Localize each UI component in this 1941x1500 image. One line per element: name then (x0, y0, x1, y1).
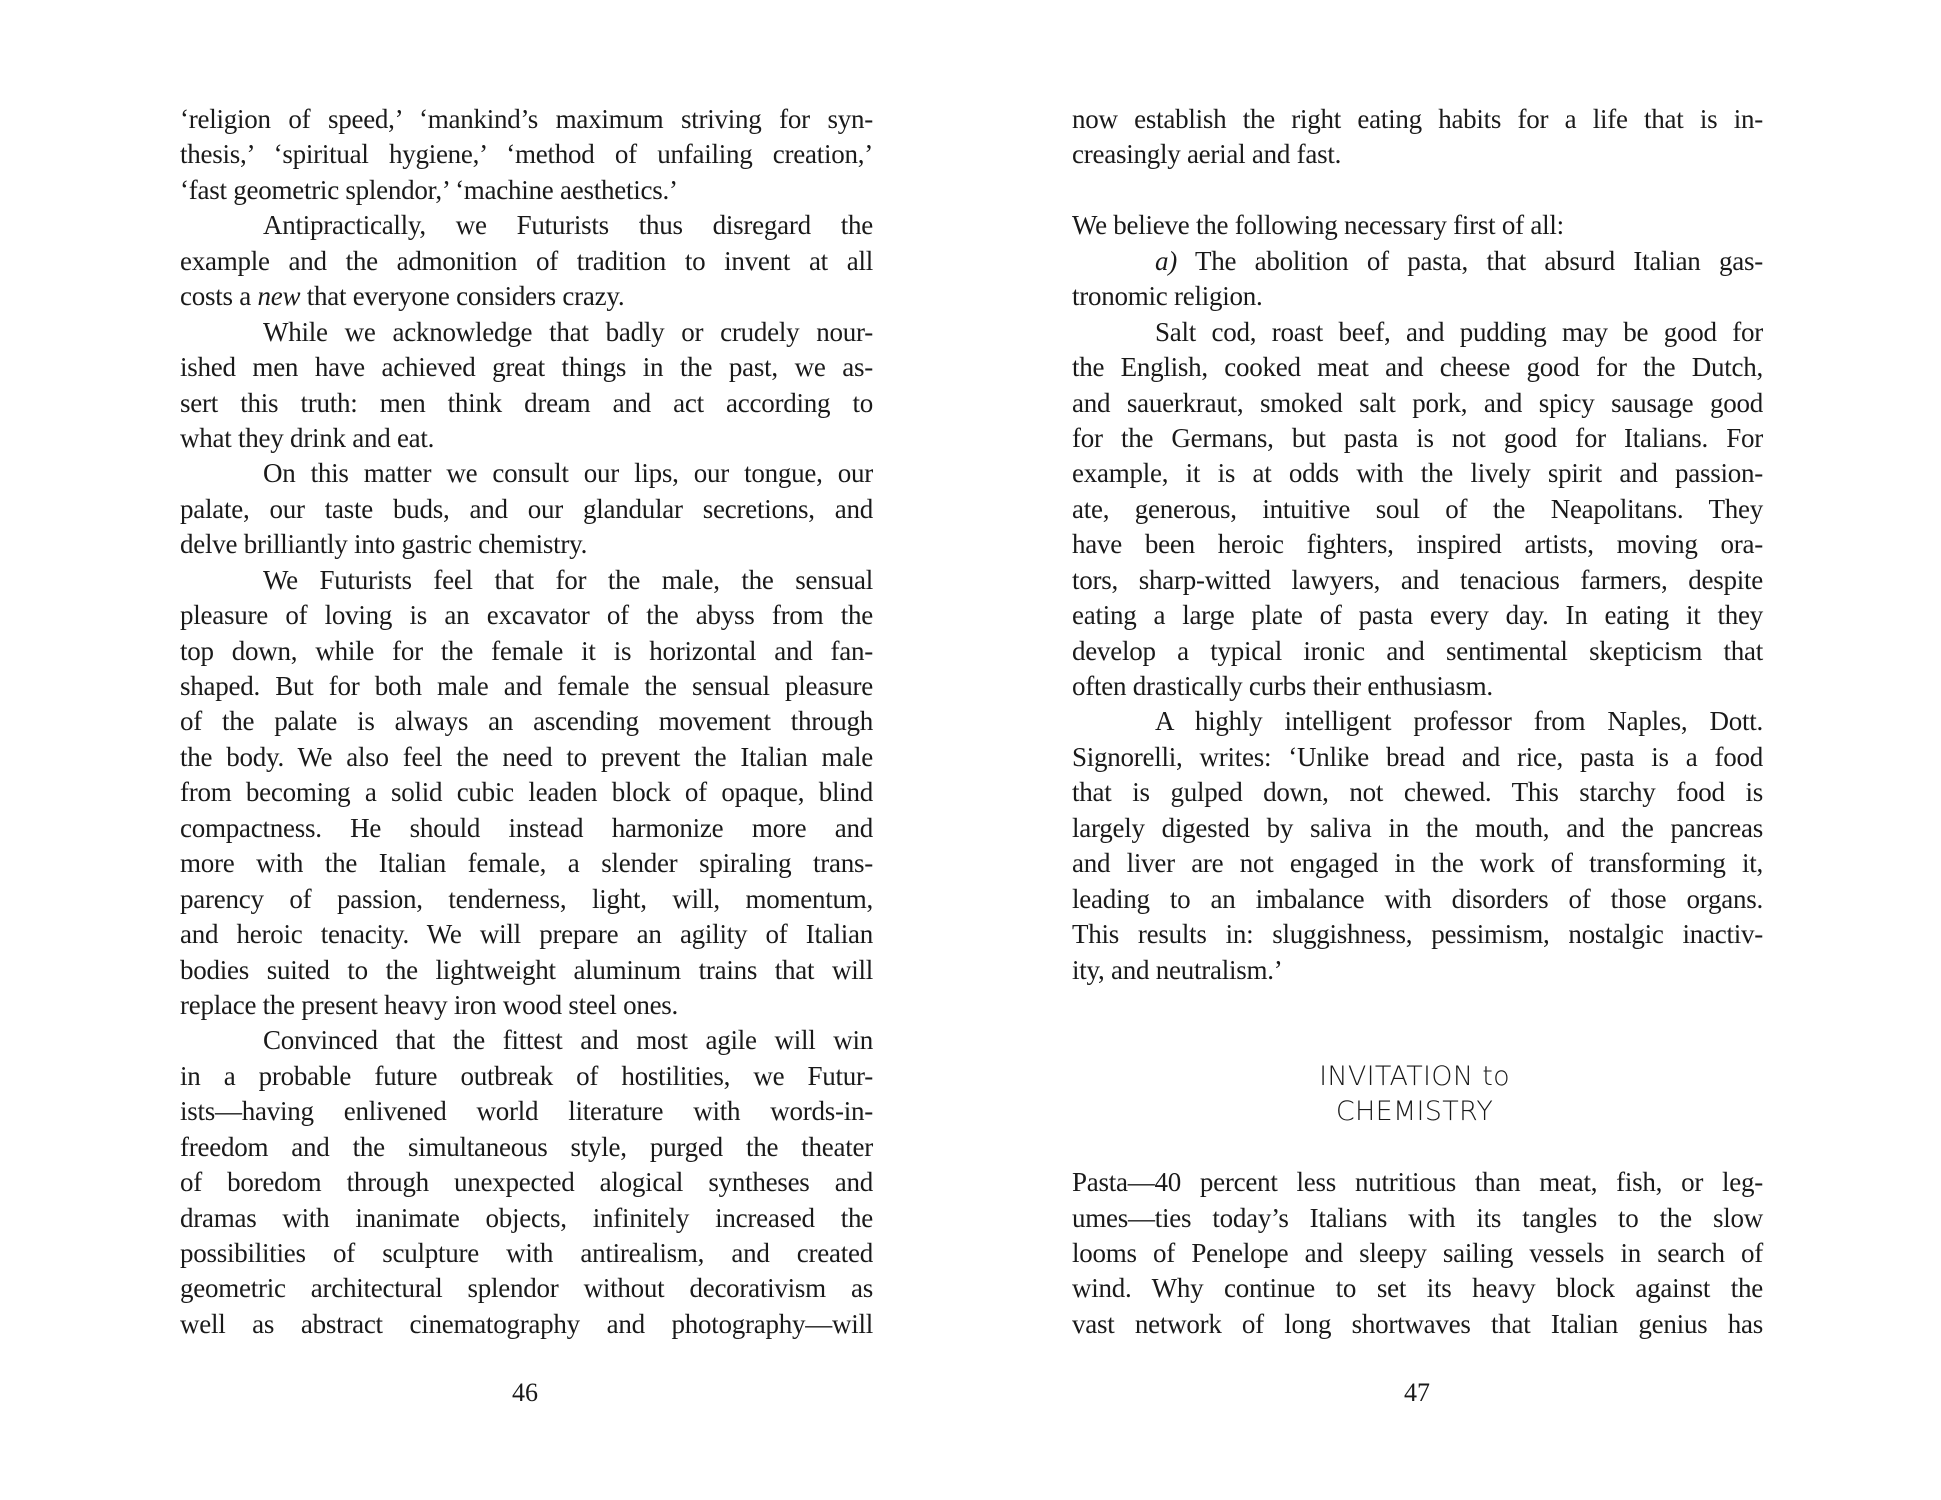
text-line: tors, sharp-witted lawyers, and tenacious farmers, despite (1072, 564, 1763, 595)
text-line: delve brilliantly into gastric chemistry. (180, 529, 588, 560)
text-line (180, 279, 873, 314)
text-line: A highly intelligent professor from Naples, Dott. (1155, 706, 1763, 737)
text-line: eating a large plate of pasta every day. In eating it they (1072, 600, 1763, 631)
blank-line (1072, 1130, 1763, 1165)
text-line: Pasta—40 percent less nutritious than meat, fish, or leg- (1072, 1167, 1763, 1198)
text-line: in a probable future outbreak of hostilities, we Futur- (180, 1060, 873, 1091)
text-line: for the Germans, but pasta is not good for Italians. For (1072, 422, 1763, 453)
text-line: wind. Why continue to set its heavy block against the (1072, 1273, 1763, 1304)
text-line: compactness. He should instead harmonize more and (180, 812, 873, 843)
page-number-right: 47 (1404, 1378, 1430, 1407)
text-line: dramas with inanimate objects, infinitely increased the (180, 1202, 873, 1233)
text-line: creasingly aerial and fast. (1072, 139, 1342, 170)
text-line: We Futurists feel that for the male, the sensual (263, 564, 873, 595)
text-line: tronomic religion. (1072, 281, 1263, 312)
text-line: develop a typical ironic and sentimental skepticism that (1072, 635, 1763, 666)
section-heading: INVITATION to (1319, 1060, 1510, 1092)
text-fragment: that everyone considers crazy. (300, 281, 625, 312)
text-line: well as abstract cinematography and photography—will (180, 1308, 873, 1339)
italic-text: new (257, 281, 301, 312)
text-line: Salt cod, roast beef, and pudding may be good for (1155, 316, 1763, 347)
text-line: example, it is at odds with the lively spirit and passion- (1072, 458, 1763, 489)
blank-line (1072, 1023, 1763, 1058)
blank-line (1072, 173, 1763, 208)
text-line: ity, and neutralism.’ (1072, 954, 1283, 985)
text-line: and sauerkraut, smoked salt pork, and spicy sausage good (1072, 387, 1763, 418)
text-line: that is gulped down, not chewed. This starchy food is (1072, 777, 1763, 808)
text-line: example and the admonition of tradition to invent at all (180, 245, 873, 276)
text-line: possibilities of sculpture with antirealism, and created (180, 1238, 873, 1268)
text-line: of the palate is always an ascending movement through (180, 706, 873, 737)
text-line: This results in: sluggishness, pessimism, nostalgic inactiv- (1072, 919, 1763, 950)
text-line: We believe the following necessary first of all: (1072, 210, 1564, 241)
text-line: parency of passion, tenderness, light, will, momentum, (180, 883, 873, 914)
text-line: more with the Italian female, a slender spiraling trans- (180, 848, 873, 879)
text-line (1072, 244, 1763, 279)
text-line: bodies suited to the lightweight aluminum trains that will (180, 954, 873, 985)
text-line: umes—ties today’s Italians with its tangles to the slow (1072, 1202, 1763, 1233)
text-line: and heroic tenacity. We will prepare an agility of Italian (180, 919, 873, 950)
text-line: Antipractically, we Futurists thus disregard the (263, 210, 873, 241)
right-page-body (1072, 102, 1763, 1342)
text-line: thesis,’ ‘spiritual hygiene,’ ‘method of unfailing creation,’ (180, 139, 873, 170)
section-heading: CHEMISTRY (1335, 1096, 1494, 1128)
left-page-body (180, 102, 873, 1342)
text-line: the body. We also feel the need to prevent the Italian male (180, 741, 873, 772)
text-line: Convinced that the fittest and most agile will win (263, 1025, 873, 1056)
text-line: On this matter we consult our lips, our tongue, our (263, 458, 873, 489)
text-fragment: The abolition of pasta, that absurd Italian gas- (1177, 245, 1763, 276)
text-line: largely digested by saliva in the mouth, and the pancreas (1072, 812, 1763, 843)
text-line: ate, generous, intuitive soul of the Neapolitans. They (1072, 493, 1763, 524)
text-line: vast network of long shortwaves that Italian genius has (1072, 1308, 1763, 1339)
blank-line (1072, 988, 1763, 1023)
page-number-left: 46 (512, 1378, 538, 1407)
text-line: ‘religion of speed,’ ‘mankind’s maximum striving for syn- (180, 104, 873, 134)
text-line: pleasure of loving is an excavator of the abyss from the (180, 600, 873, 631)
text-line: freedom and the simultaneous style, purged the theater (180, 1131, 873, 1162)
text-line: ists—having enlivened world literature with words-in- (180, 1096, 873, 1127)
text-line: Signorelli, writes: ‘Unlike bread and rice, pasta is a food (1072, 741, 1763, 772)
text-line: often drastically curbs their enthusiasm. (1072, 671, 1493, 701)
text-line: While we acknowledge that badly or crudely nour- (263, 316, 873, 347)
text-line: ‘fast geometric splendor,’ ‘machine aesthetics.’ (180, 174, 678, 205)
text-line: geometric architectural splendor without decorativism as (180, 1273, 873, 1304)
text-line: now establish the right eating habits for a life that is in- (1072, 104, 1763, 134)
text-line: from becoming a solid cubic leaden block of opaque, blind (180, 777, 873, 808)
text-line: top down, while for the female it is horizontal and fan- (180, 635, 873, 666)
text-line: of boredom through unexpected alogical syntheses and (180, 1167, 873, 1198)
text-line: and liver are not engaged in the work of transforming it, (1072, 848, 1763, 879)
text-line: shaped. But for both male and female the sensual pleasure (180, 671, 873, 701)
italic-text: a) (1155, 245, 1177, 276)
text-line: looms of Penelope and sleepy sailing vessels in search of (1072, 1238, 1763, 1268)
text-fragment: costs a (180, 281, 258, 312)
text-line: leading to an imbalance with disorders of those organs. (1072, 883, 1763, 914)
text-line: palate, our taste buds, and our glandular secretions, and (180, 493, 873, 524)
text-line: what they drink and eat. (180, 422, 435, 453)
text-line: replace the present heavy iron wood steel ones. (180, 989, 679, 1020)
text-line: the English, cooked meat and cheese good for the Dutch, (1072, 352, 1763, 383)
text-line: have been heroic fighters, inspired artists, moving ora- (1072, 529, 1763, 560)
text-line: ished men have achieved great things in the past, we as- (180, 352, 873, 383)
text-line: sert this truth: men think dream and act according to (180, 387, 873, 418)
